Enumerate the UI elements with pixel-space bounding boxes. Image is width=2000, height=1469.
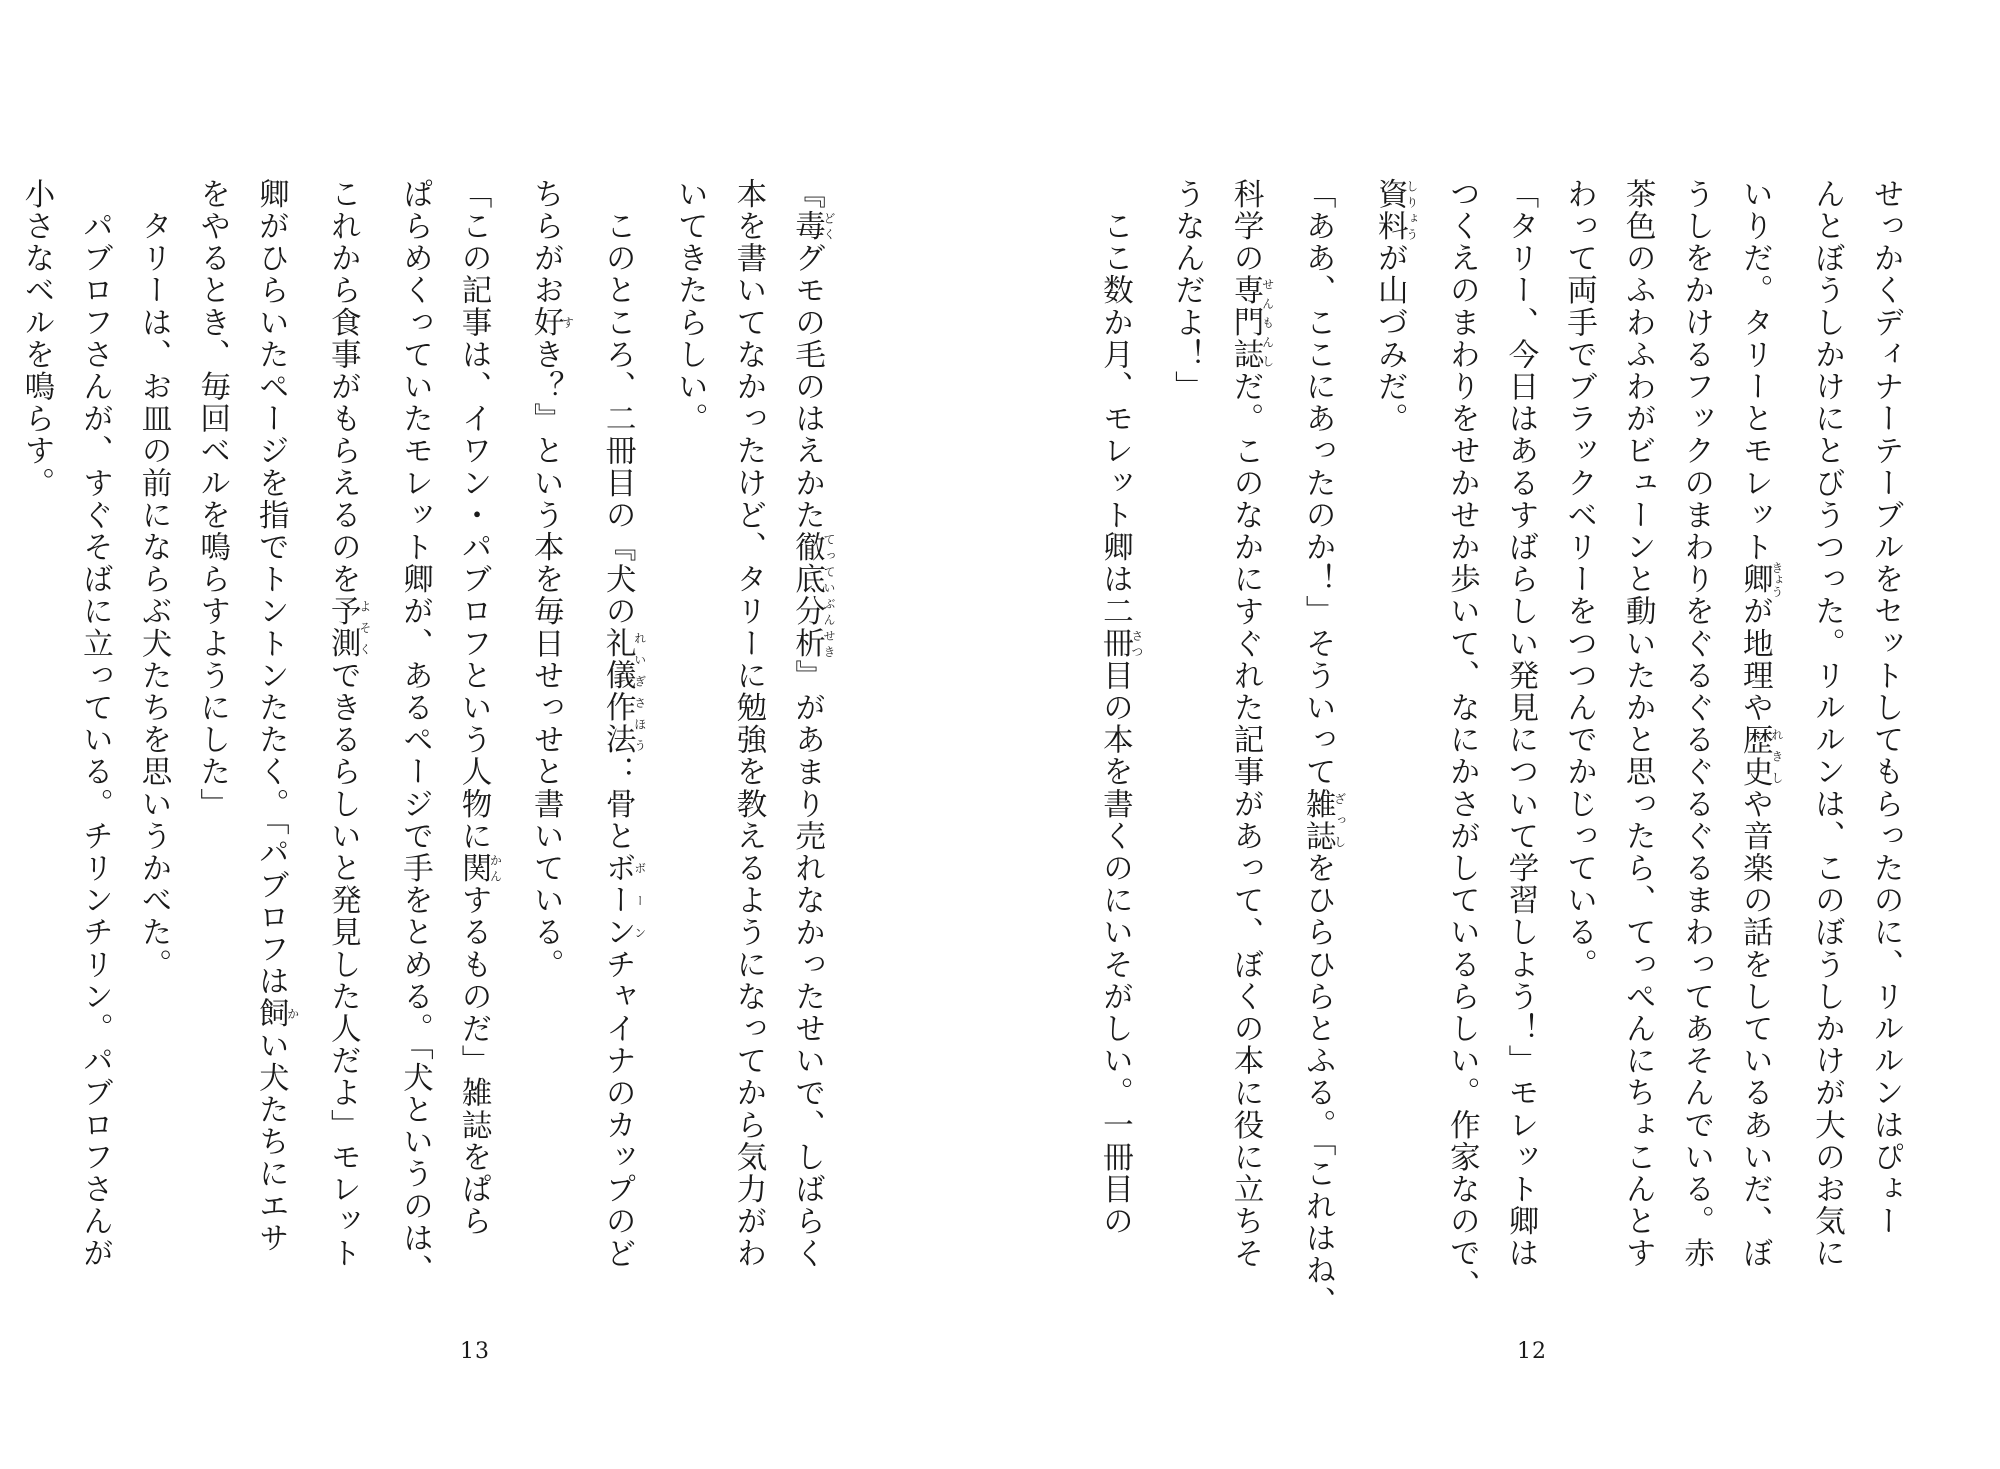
text-line [1444, 178, 1480, 1302]
text-segment: ここ数か月、モレット卿は二 [1097, 178, 1133, 628]
furigana: せんもんし [1260, 274, 1275, 371]
ruby-base: 卿 [1737, 561, 1773, 598]
ruby-base: 飼 [253, 997, 289, 1030]
text-segment: せっかくディナーテーブルをセットしてもらったのに、リルルンはぴょー [1868, 178, 1903, 1238]
text-line [1868, 178, 1903, 1258]
text-segment: できるらしいと発見した人だよ」モレット [325, 659, 361, 1270]
text-segment: 「この記事は、イワン・パブロフという人物に [456, 178, 492, 853]
ruby-base: 冊 [1097, 627, 1133, 660]
ruby-annotated-word [1228, 274, 1275, 371]
text-line [1099, 178, 1143, 1258]
text-segment: いてきたらしい。 [672, 178, 708, 435]
right-page [1000, 0, 2000, 1469]
ruby-annotated-word [253, 997, 300, 1030]
ruby-annotated-word [1737, 723, 1784, 788]
text-line [255, 178, 299, 1258]
furigana: ボーン [632, 852, 647, 949]
text-segment: これから食事がもらえるのを [325, 178, 361, 596]
text-line [194, 178, 230, 1258]
text-segment: 『 [789, 178, 825, 211]
ruby-base: 資料 [1372, 178, 1408, 243]
text-line [730, 178, 766, 1270]
text-line [1228, 178, 1275, 1270]
text-segment: が地理や [1737, 595, 1773, 724]
text-segment: んとぼうしかけにとびうつった。リルルンは、このぼうしかけが大のお気に [1809, 178, 1845, 1270]
text-segment: いりだ。タリーとモレット [1737, 178, 1773, 564]
text-segment: が山づみだ。 [1372, 242, 1408, 435]
ruby-base: ボーン [600, 852, 636, 949]
text-segment: うしをかけるフックのまわりをぐるぐるぐるぐるまわってあそんでいる。赤 [1678, 178, 1714, 1270]
text-segment: つくえのまわりをせかせか歩いて、なにかさがしているらしい。作家なので、 [1444, 178, 1480, 1302]
text-line [672, 178, 708, 1258]
ruby-base: 専門誌 [1228, 274, 1264, 371]
ruby-annotated-word [325, 595, 372, 660]
ruby-annotated-word [456, 852, 503, 885]
left-page-text [18, 178, 836, 1287]
text-line [1678, 178, 1714, 1270]
text-segment: 「ああ、ここにあったのか！」そういって [1300, 178, 1336, 788]
furigana: す [560, 306, 575, 339]
text-segment: このところ、二冊目の『犬の [600, 178, 636, 628]
ruby-annotated-word [600, 627, 647, 756]
text-segment: き？』という本を毎日せっせと書いている。 [528, 338, 564, 981]
text-segment: 本を書いてなかったけど、タリーに勉強を教えるようになってから気力がわ [730, 178, 766, 1270]
text-line [789, 178, 836, 1270]
text-line [1561, 178, 1597, 1258]
text-line [325, 178, 372, 1270]
text-segment: 茶色のふわふわがビューンと動いたかと思ったら、てっぺんにちょこんとす [1620, 178, 1656, 1270]
furigana: か [285, 997, 300, 1030]
text-segment: 小さなベルを鳴らす。 [18, 178, 54, 499]
ruby-annotated-word [528, 306, 575, 339]
text-segment: チャイナのカップのど [600, 948, 636, 1270]
furigana: しりょう [1404, 178, 1419, 243]
text-line [1502, 178, 1538, 1270]
ruby-annotated-word [1737, 561, 1784, 598]
ruby-annotated-word [600, 852, 647, 949]
text-line [530, 178, 574, 1258]
text-line [1620, 178, 1656, 1270]
text-line [136, 178, 172, 1258]
furigana: きょう [1769, 561, 1784, 598]
ruby-annotated-word [789, 210, 836, 243]
furigana: れきし [1769, 723, 1784, 788]
furigana: ざっし [1332, 787, 1347, 853]
text-segment: 目の本を書くのにいそがしい。一冊目の [1097, 659, 1133, 1238]
text-segment: ちらがお [528, 178, 564, 307]
text-line [1300, 178, 1347, 1319]
text-segment: ぱらめくっていたモレット卿が、あるページで手をとめる。「犬というのは、 [397, 178, 433, 1287]
ruby-base: 徹底分析 [789, 531, 825, 660]
text-line [1374, 178, 1418, 1258]
text-segment: グモの毛のはえかた [789, 242, 825, 532]
text-line [77, 178, 113, 1270]
text-segment: 卿がひらいたページを指でトントンたたく。「パブロフは [253, 178, 289, 998]
left-page-number: 13 [460, 1339, 490, 1364]
text-segment: をやるとき、毎回ベルを鳴らすようにした」 [194, 178, 230, 820]
furigana: どく [822, 210, 836, 243]
ruby-base: 歴史 [1737, 723, 1773, 788]
text-segment: い犬たちにエサ [253, 1029, 289, 1255]
text-line [1737, 178, 1784, 1270]
text-segment: だ。このなかにすぐれた記事があって、ぼくの本に役に立ちそ [1228, 370, 1264, 1270]
text-segment: わって両手でブラックベリーをつつんでかじっている。 [1561, 178, 1597, 981]
ruby-annotated-word [1097, 627, 1144, 660]
furigana: かん [488, 852, 503, 885]
ruby-base: 好 [528, 306, 564, 339]
ruby-annotated-word [1372, 178, 1419, 243]
text-segment: うなんだよ！」 [1169, 178, 1205, 403]
text-line [1809, 178, 1845, 1270]
furigana: さつ [1129, 627, 1144, 660]
text-segment: をひらひらとふる。「これはね、 [1300, 852, 1336, 1319]
ruby-annotated-word [1300, 787, 1347, 853]
text-line [1169, 178, 1205, 1258]
text-line [457, 178, 501, 1258]
furigana: てっていぶんせき [822, 531, 836, 660]
furigana: れいぎさほう [632, 627, 647, 756]
text-segment: 』があまり売れなかったせいで、しばらく [789, 659, 825, 1270]
right-page-number: 12 [1517, 1339, 1547, 1364]
text-segment: タリーは、お皿の前にならぶ犬たちを思いうかべた。 [136, 178, 172, 981]
ruby-base: 礼儀作法 [600, 627, 636, 756]
ruby-base: 毒 [789, 210, 825, 243]
text-line [18, 178, 54, 1258]
text-line [397, 178, 433, 1287]
text-segment: するものだ」雑誌をぱら [456, 884, 492, 1238]
text-segment: 科学の [1228, 178, 1264, 275]
text-segment: ：骨と [600, 755, 636, 853]
ruby-base: 関 [456, 852, 492, 885]
furigana: よそく [357, 595, 372, 660]
text-segment: 「タリー、今日はあるすばらしい発見について学習しよう！」モレット卿は [1502, 178, 1538, 1270]
text-segment: パブロフさんが、すぐそばに立っている。チリンチリン。パブロフさんが [77, 178, 113, 1270]
ruby-annotated-word [789, 531, 836, 660]
right-page-text [1097, 178, 1903, 1319]
ruby-base: 予測 [325, 595, 361, 660]
ruby-base: 雑誌 [1300, 787, 1336, 853]
text-line [600, 178, 647, 1270]
text-segment: や音楽の話をしているあいだ、ぼ [1737, 787, 1773, 1270]
